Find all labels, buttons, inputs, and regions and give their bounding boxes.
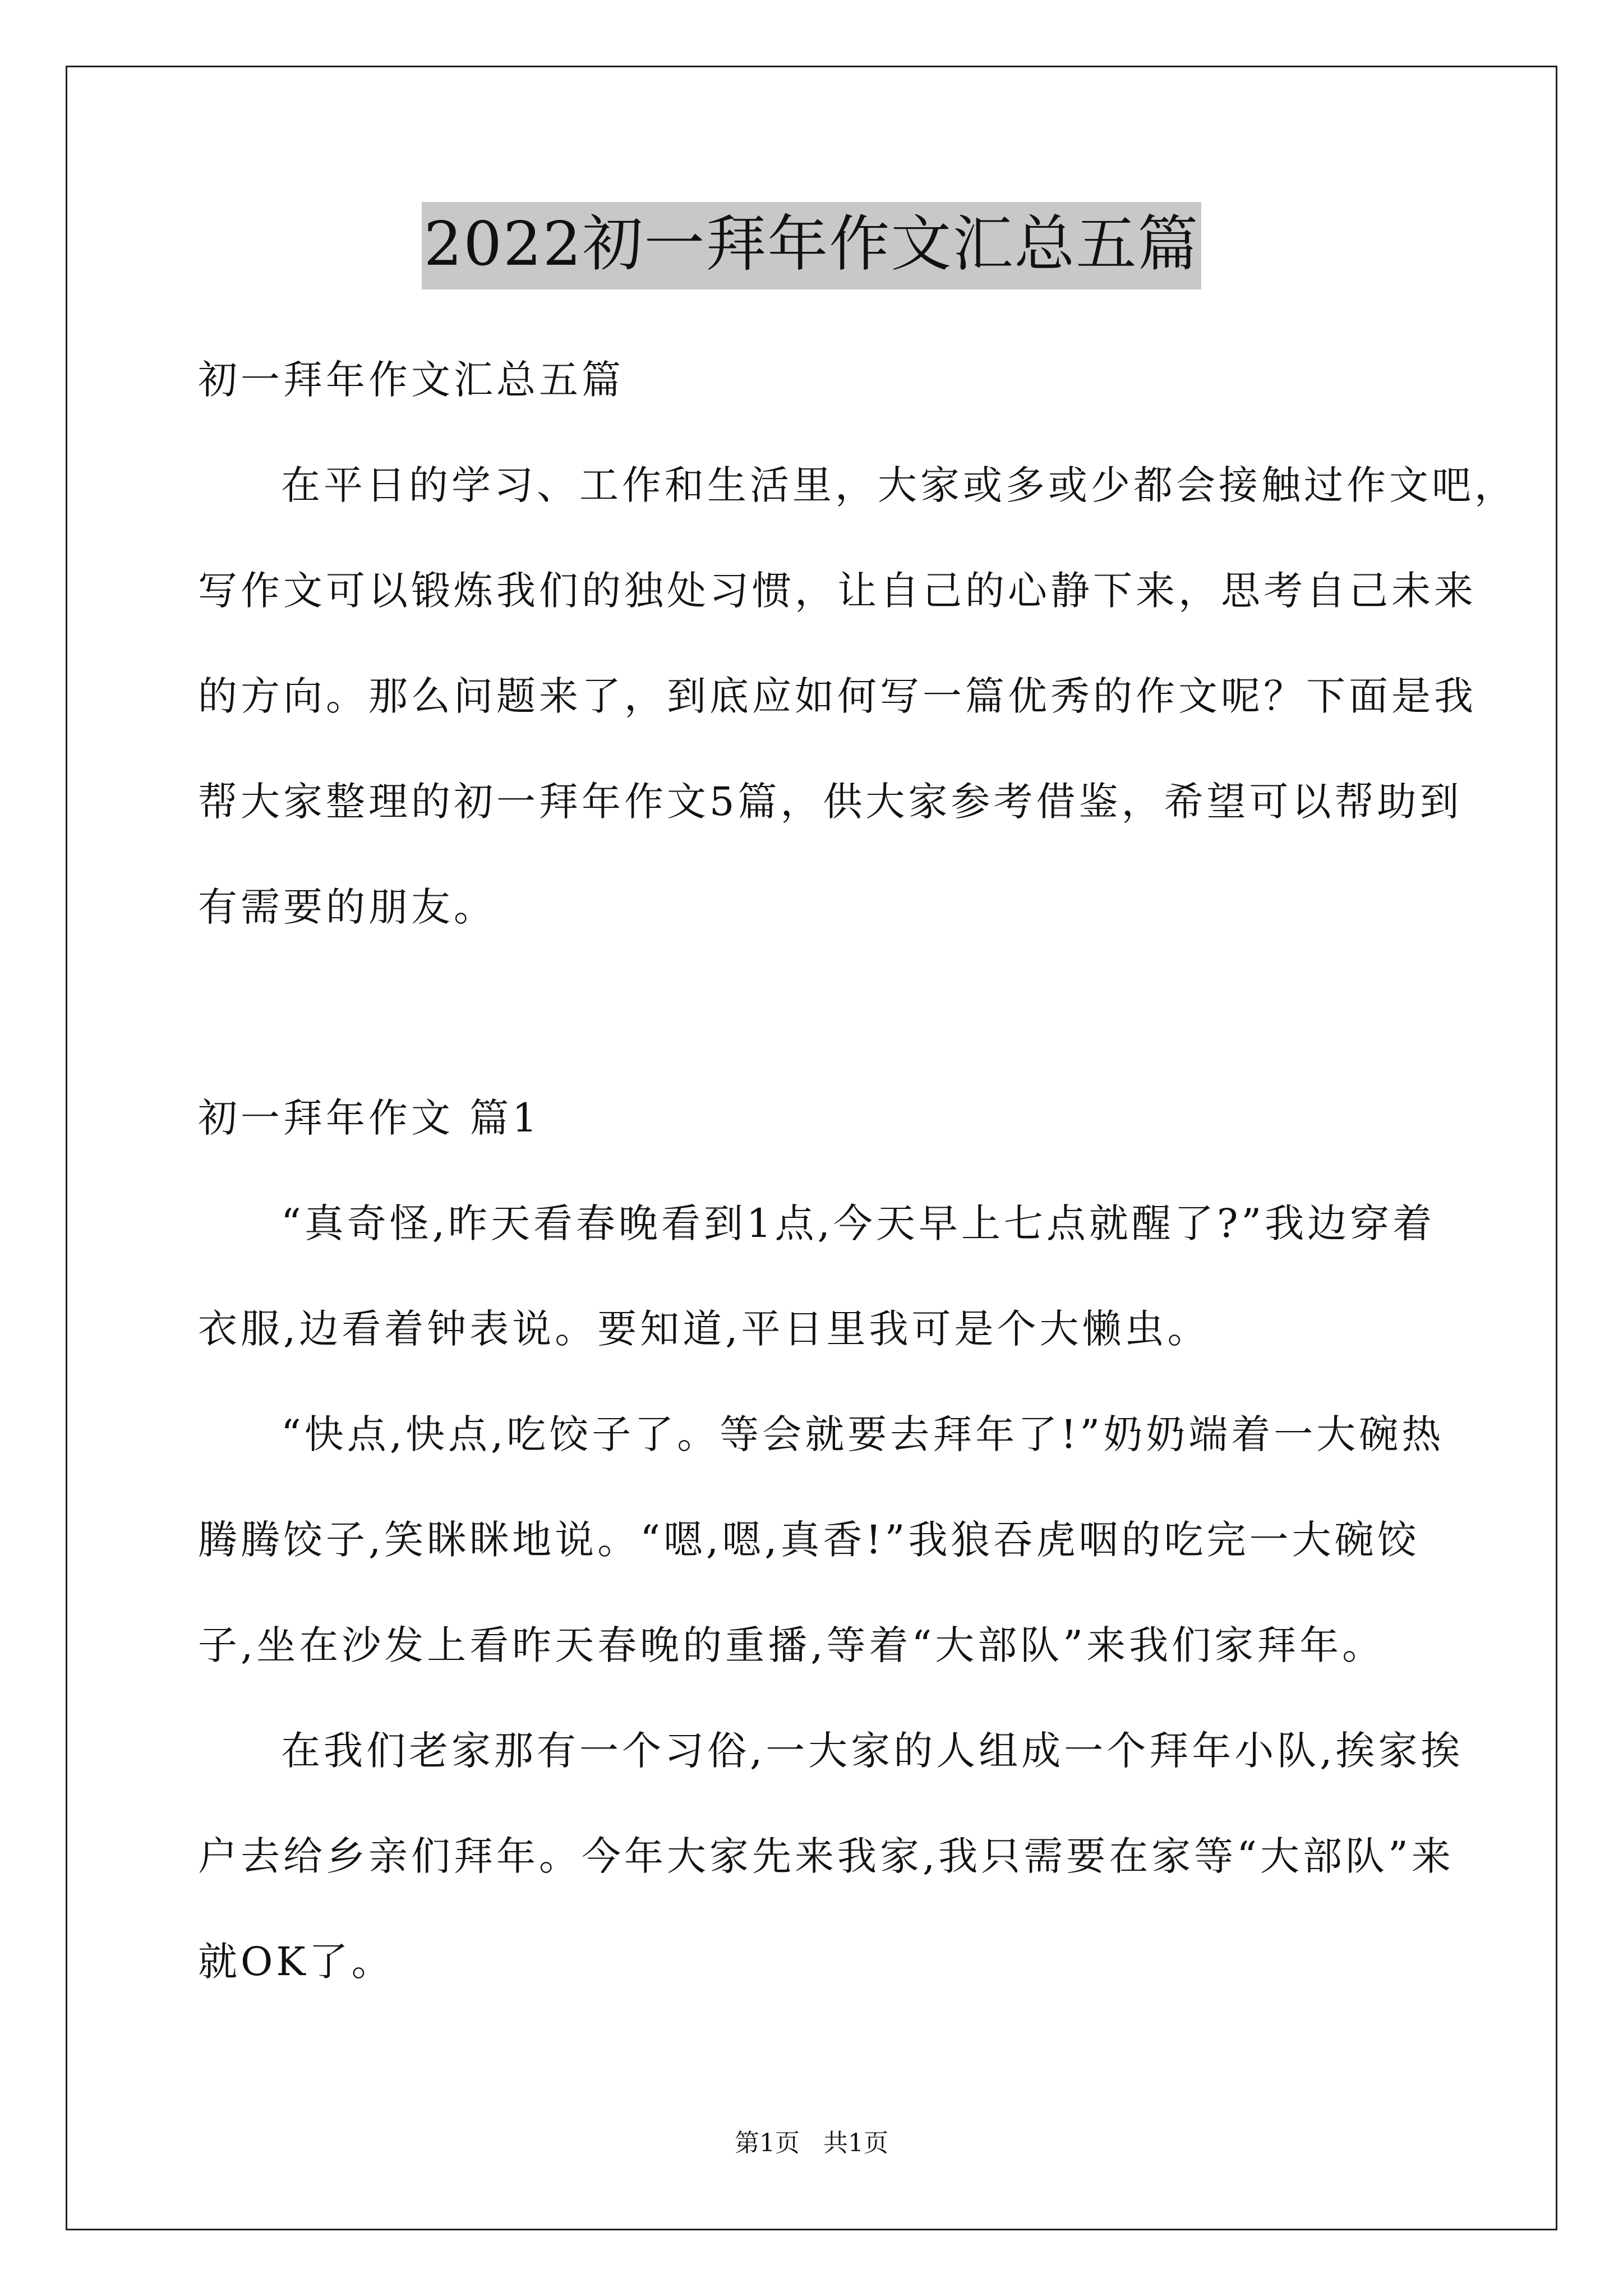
page-number-current: 第1页 bbox=[735, 2129, 800, 2157]
page-number-total: 共1页 bbox=[823, 2129, 888, 2157]
subtitle: 初一拜年作文汇总五篇 bbox=[198, 357, 624, 403]
intro-line: 在平日的学习、工作和生活里，大家或多或少都会接触过作文吧， bbox=[281, 462, 1517, 508]
intro-line: 写作文可以锻炼我们的独处习惯，让自己的心静下来，思考自己未来 bbox=[198, 568, 1477, 614]
intro-line: 帮大家整理的初一拜年作文5篇，供大家参考借鉴，希望可以帮助到 bbox=[198, 779, 1463, 825]
section-line: 就OK了。 bbox=[198, 1939, 394, 1985]
title-container bbox=[0, 202, 1623, 289]
section-line: 衣服,边看着钟表说。要知道,平日里我可是个大懒虫。 bbox=[198, 1306, 1210, 1352]
section-line: 子,坐在沙发上看昨天春晚的重播,等着“大部队”来我们家拜年。 bbox=[198, 1622, 1385, 1668]
page-footer bbox=[0, 2128, 1623, 2159]
intro-line: 有需要的朋友。 bbox=[198, 884, 496, 930]
section-line: 腾腾饺子,笑眯眯地说。“嗯,嗯,真香!”我狼吞虎咽的吃完一大碗饺 bbox=[198, 1517, 1420, 1563]
section-line: 户去给乡亲们拜年。今年大家先来我家,我只需要在家等“大部队”来 bbox=[198, 1833, 1454, 1879]
section-line: 在我们老家那有一个习俗,一大家的人组成一个拜年小队,挨家挨 bbox=[281, 1728, 1464, 1774]
section-line: “真奇怪,昨天看春晚看到1点,今天早上七点就醒了?”我边穿着 bbox=[281, 1200, 1436, 1246]
intro-line: 的方向。那么问题来了，到底应如何写一篇优秀的作文呢？下面是我 bbox=[198, 673, 1477, 719]
section-heading: 初一拜年作文 篇1 bbox=[198, 1095, 541, 1141]
section-line: “快点,快点,吃饺子了。等会就要去拜年了!”奶奶端着一大碗热 bbox=[281, 1411, 1445, 1457]
document-title: 2022初一拜年作文汇总五篇 bbox=[422, 202, 1202, 289]
